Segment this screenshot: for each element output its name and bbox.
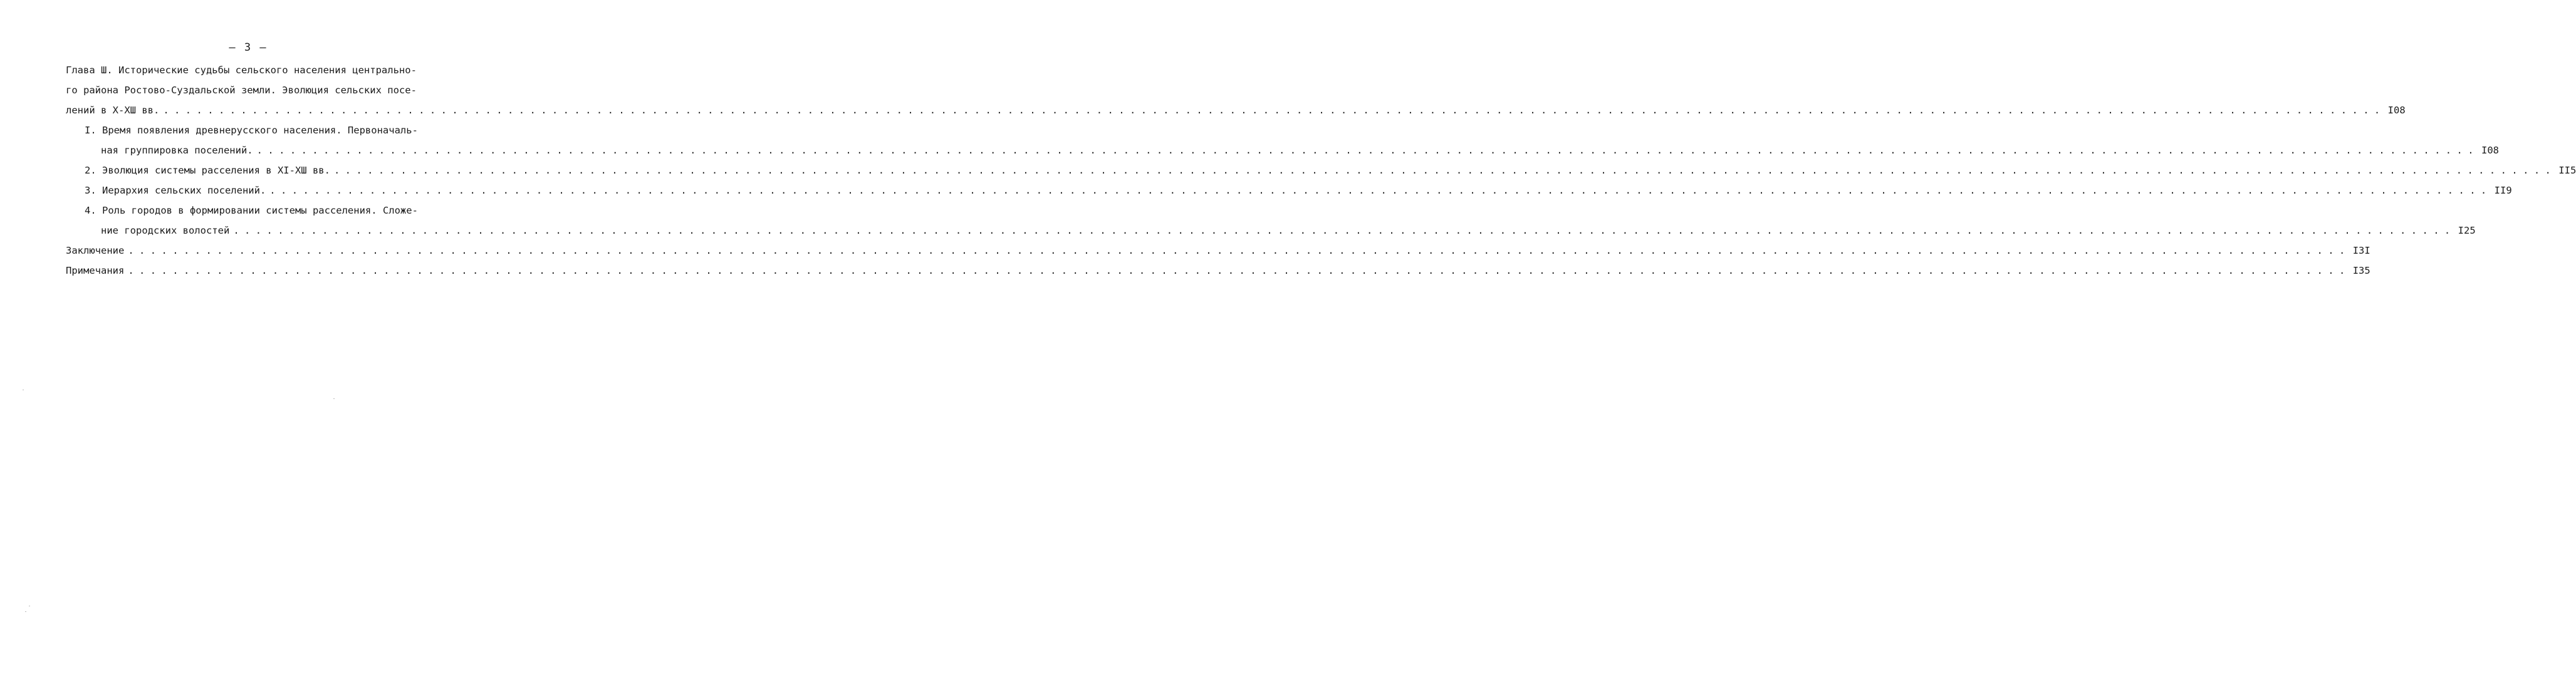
toc-entry-item-4[interactable]: [66, 200, 2476, 241]
toc-line-text: ная группировка поселений.: [101, 145, 253, 156]
toc-page-ref: II5: [2558, 165, 2576, 176]
toc-line-with-leader: [66, 241, 2370, 261]
toc-page-ref: II9: [2494, 185, 2512, 196]
page-number: – 3 –: [229, 41, 268, 54]
toc-line: го района Ростово-Суздальской земли. Эволюция сельских посе-: [66, 85, 417, 96]
scan-speck: [25, 611, 26, 612]
toc-line-with-leader: [66, 140, 2499, 160]
toc-line-text: лений в Х-ХШ вв.: [66, 105, 160, 116]
dot-leader: ........................................................................................................................................................................................................: [269, 185, 2492, 196]
dot-leader: ........................................................................................................................................................................................................: [163, 105, 2386, 116]
toc-line-with-leader: [66, 180, 2512, 200]
toc-entry-chapter-3[interactable]: [66, 60, 2406, 120]
toc-line-text: 3. Иерархия сельских поселений.: [85, 185, 266, 196]
dot-leader: ........................................................................................................................................................................................................: [333, 165, 2557, 176]
toc-page-ref: I25: [2458, 225, 2476, 236]
toc-page-ref: I08: [2481, 145, 2499, 156]
toc-line-with-leader: [66, 100, 2406, 120]
toc-entry-notes[interactable]: [66, 261, 2370, 281]
toc-line: I. Время появления древнерусского населения. Первоначаль-: [85, 125, 418, 136]
toc-line-text: Примечания: [66, 265, 125, 276]
dot-leader: ........................................................................................................................................................................................................: [128, 265, 2350, 276]
toc-page-ref: I35: [2352, 265, 2370, 276]
toc-entry-item-1[interactable]: [66, 120, 2499, 160]
toc-line-with-leader: [66, 160, 2576, 180]
toc-line-text: Заключение: [66, 245, 125, 256]
toc-page-ref: I08: [2387, 105, 2406, 116]
toc-line: Глава Ш. Исторические судьбы сельского населения центрально-: [66, 65, 417, 76]
dot-leader: ........................................................................................................................................................................................................: [233, 225, 2456, 236]
table-of-contents: [66, 60, 2576, 281]
toc-line-with-leader: [66, 220, 2476, 241]
toc-entry-conclusion[interactable]: [66, 241, 2370, 261]
dot-leader: ........................................................................................................................................................................................................: [256, 145, 2479, 156]
toc-entry-item-2[interactable]: [66, 160, 2576, 180]
toc-line-with-leader: [66, 261, 2370, 281]
toc-page-ref: I3I: [2352, 245, 2370, 256]
toc-entry-item-3[interactable]: [66, 180, 2512, 200]
toc-line-text: ние городских волостей: [101, 225, 230, 236]
toc-line: 4. Роль городов в формировании системы расселения. Сложе-: [85, 205, 418, 216]
toc-line-text: 2. Эволюция системы расселения в ХI-ХШ вв.: [85, 165, 330, 176]
dot-leader: ........................................................................................................................................................................................................: [128, 245, 2350, 256]
scan-speck: [333, 398, 335, 399]
